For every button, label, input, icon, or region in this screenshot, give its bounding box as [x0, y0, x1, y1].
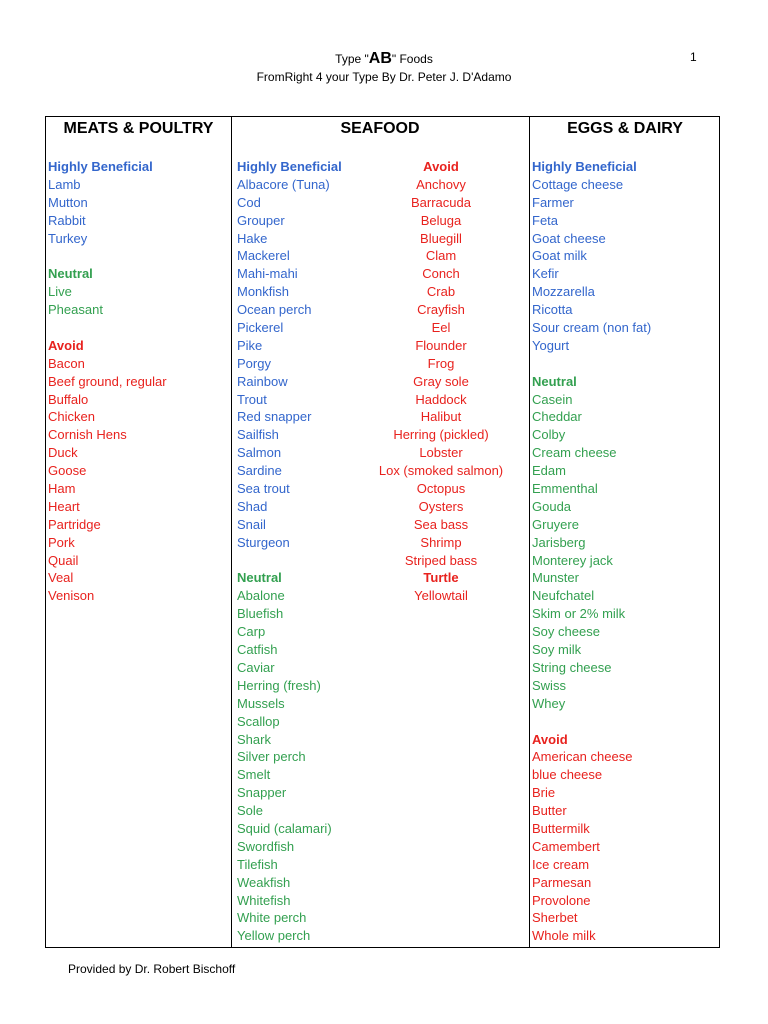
seafood-list	[237, 158, 342, 945]
food-item: Octopus	[416, 481, 466, 497]
category-heading-beneficial: Highly Beneficial	[237, 159, 342, 174]
food-item: Soy cheese	[532, 624, 600, 640]
food-item: Shark	[237, 731, 271, 747]
food-item: Brie	[532, 785, 556, 801]
food-item: Caviar	[237, 659, 275, 675]
food-item: Carp	[237, 624, 266, 640]
food-item: Goat cheese	[532, 230, 606, 246]
food-item: Gruyere	[532, 516, 579, 532]
food-item: Buffalo	[48, 391, 89, 407]
food-item: Lamb	[48, 176, 81, 192]
document-title: Type "AB" Foods	[335, 50, 433, 67]
food-item: Pike	[237, 337, 263, 353]
food-item: Snapper	[237, 785, 287, 801]
category-heading-beneficial: Highly Beneficial	[532, 159, 637, 174]
food-item: Herring (fresh)	[237, 677, 321, 693]
food-item: Albacore (Tuna)	[237, 176, 330, 192]
page-number: 1	[690, 50, 697, 64]
food-item: Provolone	[532, 892, 591, 908]
food-item: Gouda	[532, 498, 572, 514]
food-item: Swordfish	[237, 838, 295, 854]
food-item: Jarisberg	[532, 534, 586, 550]
food-item: Mahi-mahi	[237, 266, 298, 282]
food-item: Haddock	[415, 391, 467, 407]
food-item: Goose	[48, 463, 87, 479]
food-item: Flounder	[415, 337, 467, 353]
food-item: Ice cream	[532, 856, 590, 872]
food-item: Tilefish	[237, 856, 278, 872]
category-heading-avoid: Avoid	[532, 731, 568, 747]
food-item: Sea bass	[413, 516, 469, 532]
food-item: Silver perch	[237, 749, 306, 765]
food-item: Live	[48, 284, 72, 300]
food-item: Monkfish	[237, 284, 290, 300]
food-item: Mozzarella	[532, 284, 595, 300]
food-item: Casein	[532, 391, 573, 407]
food-item: Gray sole	[413, 373, 469, 389]
blood-type-label: AB	[368, 50, 392, 67]
food-item: Sailfish	[237, 427, 279, 443]
food-item: Conch	[422, 266, 460, 282]
food-item: Rabbit	[48, 212, 86, 228]
food-item: String cheese	[532, 659, 612, 675]
food-item: Sherbet	[532, 910, 578, 926]
food-table	[45, 116, 720, 948]
food-item: Buttermilk	[532, 820, 590, 836]
food-item: Swiss	[532, 677, 566, 693]
document-subtitle: FromRight 4 your Type By Dr. Peter J. D'Adamo	[256, 70, 512, 84]
category-heading-beneficial: Highly Beneficial	[48, 159, 153, 174]
food-item: Quail	[48, 552, 79, 568]
food-item: Bluegill	[420, 230, 462, 246]
column-divider	[231, 117, 232, 947]
food-item: Soy milk	[532, 642, 582, 658]
food-item: Ocean perch	[237, 302, 312, 318]
food-item: Red snapper	[237, 409, 312, 425]
food-item: Turtle	[423, 570, 459, 586]
food-item: Beef ground, regular	[48, 373, 167, 389]
food-item: Anchovy	[416, 176, 466, 192]
food-item: Edam	[532, 463, 566, 479]
food-item: Goat milk	[532, 248, 587, 264]
food-item: Bacon	[48, 355, 85, 371]
food-item: Pickerel	[237, 320, 284, 336]
food-item: Turkey	[48, 230, 88, 246]
food-item: Whole milk	[532, 928, 596, 944]
food-item: blue cheese	[532, 767, 603, 783]
column-divider	[529, 117, 530, 947]
food-item: Yellow perch	[237, 928, 311, 944]
food-item: Heart	[48, 498, 80, 514]
food-item: Yellowtail	[414, 588, 468, 604]
food-item: Pheasant	[48, 302, 103, 318]
dairy-list	[532, 158, 651, 945]
food-item: Weakfish	[237, 874, 291, 890]
meats-list	[48, 158, 167, 605]
food-item: Abalone	[237, 588, 285, 604]
category-heading-avoid: Avoid	[423, 159, 459, 174]
food-item: Cornish Hens	[48, 427, 127, 443]
food-item: Cottage cheese	[532, 176, 624, 192]
food-item: Grouper	[237, 212, 285, 228]
food-item: Scallop	[237, 713, 280, 729]
food-item: Colby	[532, 427, 566, 443]
food-item: Duck	[48, 445, 78, 461]
spacer	[532, 713, 651, 731]
food-item: Shrimp	[420, 534, 462, 550]
food-item: Sea trout	[237, 481, 290, 497]
food-item: Cheddar	[532, 409, 582, 425]
seafood-column-title: SEAFOOD	[340, 120, 420, 137]
food-item: Rainbow	[237, 373, 288, 389]
food-item: Chicken	[48, 409, 95, 425]
food-item: Monterey jack	[532, 552, 613, 568]
food-item: Shad	[237, 498, 268, 514]
food-item: Porgy	[237, 355, 271, 371]
food-item: Cod	[237, 194, 261, 210]
food-item: Munster	[532, 570, 579, 586]
food-item: Feta	[532, 212, 559, 228]
food-item: Eel	[431, 320, 451, 336]
food-item: Emmenthal	[532, 481, 598, 497]
category-heading-neutral: Neutral	[532, 373, 577, 389]
spacer	[532, 355, 651, 373]
footer-credit: Provided by Dr. Robert Bischoff	[68, 962, 236, 976]
food-item: Bluefish	[237, 606, 284, 622]
food-item: Neufchatel	[532, 588, 595, 604]
food-item: Farmer	[532, 194, 574, 210]
food-item: Sour cream (non fat)	[532, 320, 652, 336]
category-heading-neutral: Neutral	[237, 570, 282, 586]
food-item: Ham	[48, 481, 76, 497]
food-item: Halibut	[420, 409, 462, 425]
food-item: Sturgeon	[237, 534, 290, 550]
food-item: Barracuda	[411, 194, 471, 210]
food-item: Snail	[237, 516, 266, 532]
food-item: Veal	[48, 570, 74, 586]
food-item: Striped bass	[404, 552, 478, 568]
spacer	[237, 552, 342, 570]
food-item: Salmon	[237, 445, 282, 461]
food-item: Mussels	[237, 695, 285, 711]
food-item: Parmesan	[532, 874, 592, 890]
food-item: Camembert	[532, 838, 600, 854]
meats-column-title: MEATS & POULTRY	[63, 120, 214, 137]
food-item: Oysters	[418, 498, 464, 514]
food-item: Pork	[48, 534, 75, 550]
food-item: American cheese	[532, 749, 633, 765]
food-item: Crab	[426, 284, 456, 300]
spacer	[48, 319, 167, 337]
food-item: White perch	[237, 910, 307, 926]
food-item: Ricotta	[532, 302, 573, 318]
food-item: Sole	[237, 803, 264, 819]
food-item: Kefir	[532, 266, 559, 282]
food-item: Whey	[532, 695, 566, 711]
spacer	[48, 247, 167, 265]
food-item: Sardine	[237, 463, 282, 479]
food-item: Catfish	[237, 642, 278, 658]
food-item: Lobster	[419, 445, 463, 461]
food-item: Herring (pickled)	[393, 427, 489, 443]
food-item: Mackerel	[237, 248, 290, 264]
food-item: Crayfish	[417, 302, 465, 318]
food-item: Smelt	[237, 767, 271, 783]
food-item: Beluga	[420, 212, 462, 228]
dairy-column-title: EGGS & DAIRY	[567, 120, 683, 137]
food-item: Mutton	[48, 194, 88, 210]
food-item: Yogurt	[532, 337, 570, 353]
food-item: Venison	[48, 588, 95, 604]
food-item: Hake	[237, 230, 268, 246]
food-item: Skim or 2% milk	[532, 606, 626, 622]
category-heading-neutral: Neutral	[48, 266, 93, 282]
food-item: Partridge	[48, 516, 101, 532]
food-item: Butter	[532, 803, 567, 819]
food-item: Clam	[425, 248, 457, 264]
food-item: Cream cheese	[532, 445, 617, 461]
food-item: Lox (smoked salmon)	[378, 463, 504, 479]
category-heading-avoid: Avoid	[48, 337, 84, 353]
food-item: Frog	[427, 355, 455, 371]
food-item: Whitefish	[237, 892, 291, 908]
seafood-avoid-list	[366, 158, 516, 605]
food-item: Squid (calamari)	[237, 820, 332, 836]
food-item: Trout	[237, 391, 267, 407]
